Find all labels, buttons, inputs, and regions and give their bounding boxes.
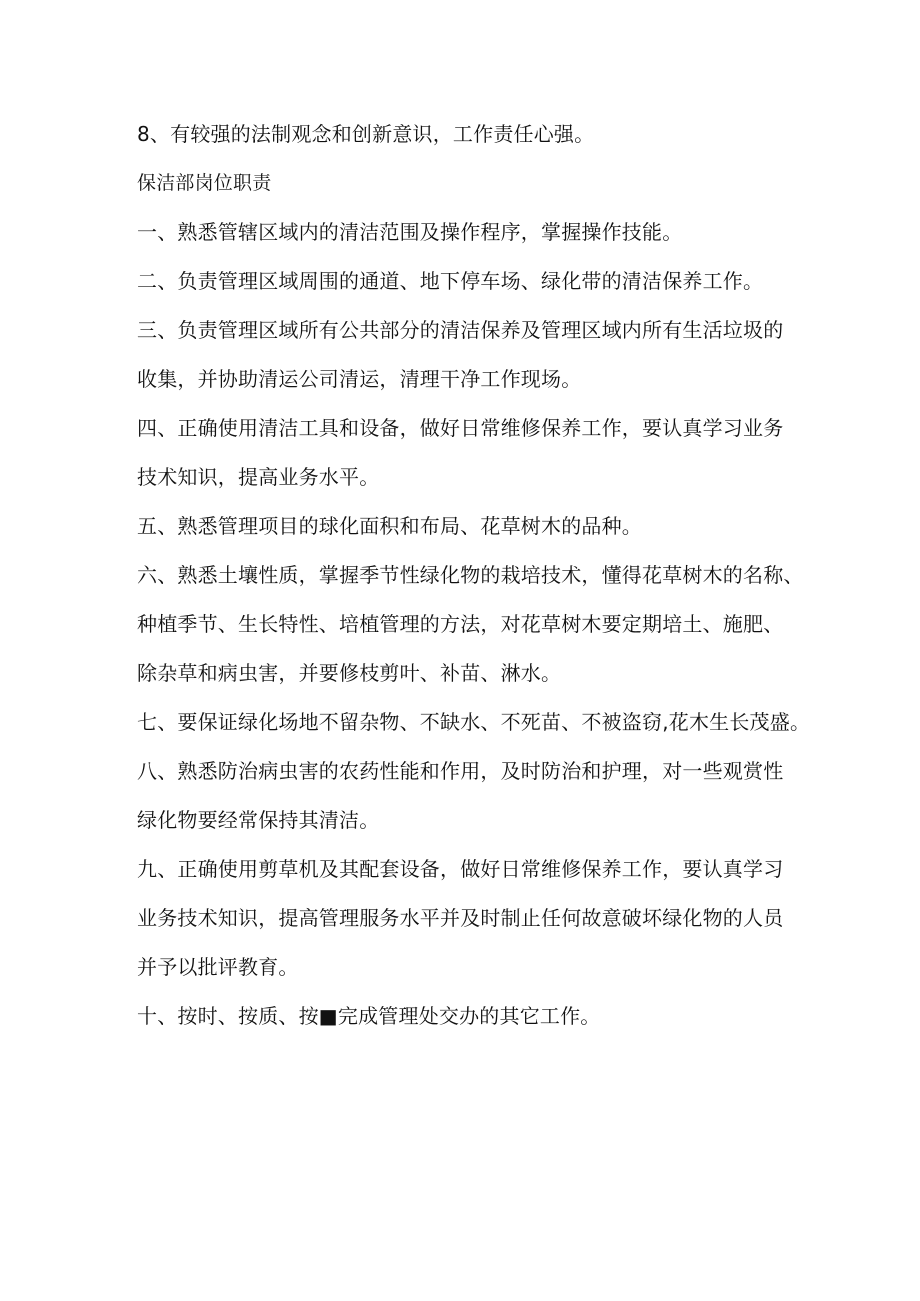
duty-item-5: 五、熟悉管理项目的球化面积和布局、花草树木的品种。 [137,514,642,538]
duty-item-8-line-1: 八、熟悉防治病虫害的农药性能和作用，及时防治和护理，对一些观赏性 [137,759,784,783]
duty-item-6-line-2: 种植季节、生长特性、培植管理的方法，对花草树木要定期培土、施肥、 [137,612,784,636]
duty-item-8-line-2: 绿化物要经常保持其清洁。 [137,808,380,832]
duty-item-2: 二、负责管理区域周围的通道、地下停车场、绿化带的清洁保养工作。 [137,269,764,293]
duty-item-9-line-1: 九、正确使用剪草机及其配套设备，做好日常维修保养工作，要认真学习 [137,857,784,881]
duty-item-1: 一、熟悉管辖区域内的清洁范围及操作程序，掌握操作技能。 [137,220,683,244]
duty-item-10: 十、按时、按质、按■完成管理处交办的其它工作。 [137,1004,601,1028]
duty-item-6-line-3: 除杂草和病虫害，并要修枝剪叶、补苗、淋水。 [137,661,562,685]
duty-item-9-line-2: 业务技术知识，提高管理服务水平并及时制止任何故意破坏绿化物的人员 [137,906,784,930]
duty-item-9-line-3: 并予以批评教育。 [137,955,299,979]
duty-item-6-line-1: 六、熟悉土壤性质，掌握季节性绿化物的栽培技术，懂得花草树木的名称、 [137,563,804,587]
line-requirement-8: 8、有较强的法制观念和创新意识，工作责任心强。 [137,122,595,146]
duty-item-4-line-1: 四、正确使用清洁工具和设备，做好日常维修保养工作，要认真学习业务 [137,416,784,440]
duty-item-4-line-2: 技术知识，提高业务水平。 [137,465,380,489]
duty-item-7: 七、要保证绿化场地不留杂物、不缺水、不死苗、不被盗窃,花木生长茂盛。 [137,710,811,734]
duty-item-3-line-2: 收集，并协助清运公司清运，清理干净工作现场。 [137,367,582,391]
duty-item-3-line-1: 三、负责管理区域所有公共部分的清洁保养及管理区域内所有生活垃圾的 [137,318,784,342]
section-heading: 保洁部岗位职责 [137,172,272,194]
